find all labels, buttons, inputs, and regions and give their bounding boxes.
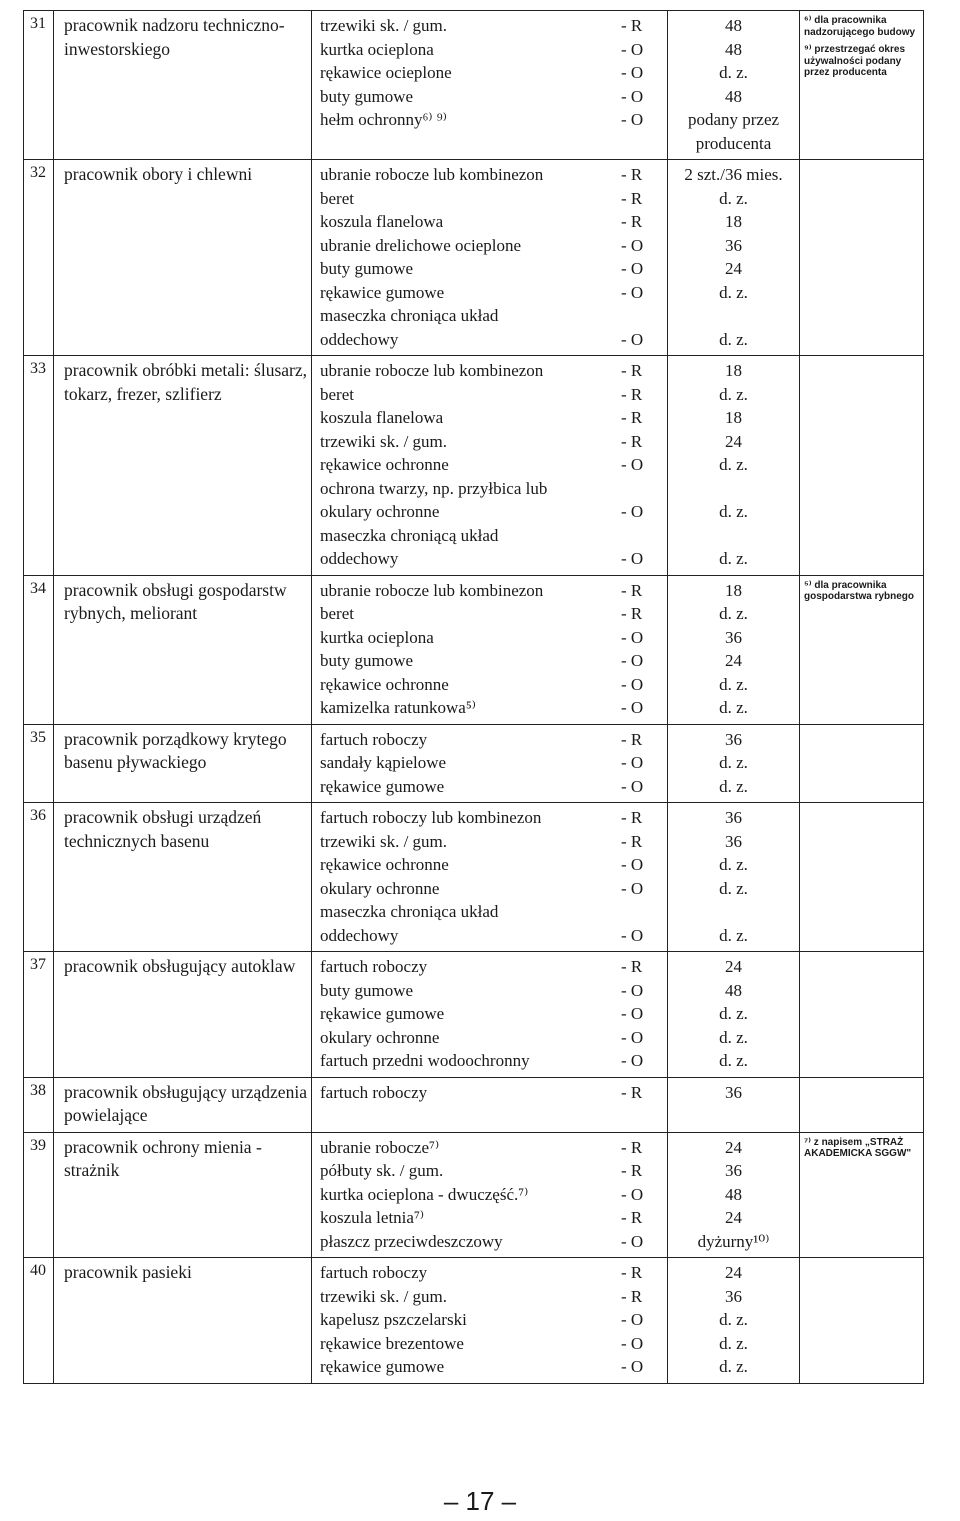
item-code: - R bbox=[621, 1161, 643, 1180]
usage-period: 18 bbox=[725, 361, 742, 380]
item-code: - O bbox=[621, 1231, 644, 1251]
clothing-item bbox=[320, 406, 661, 430]
usage-period bbox=[672, 304, 795, 328]
clothing-item bbox=[320, 234, 661, 258]
item-name: buty gumowe bbox=[320, 980, 414, 1000]
item-name: okulary ochronne bbox=[320, 1027, 440, 1047]
usage-period: 24 bbox=[725, 431, 742, 451]
row-number: 38 bbox=[24, 1077, 54, 1132]
clothing-item bbox=[320, 304, 661, 328]
clothing-item bbox=[320, 955, 661, 979]
clothing-item bbox=[320, 751, 661, 775]
clothing-item bbox=[320, 500, 661, 524]
item-code: - R bbox=[621, 1263, 643, 1282]
usage-period: 24 bbox=[725, 957, 742, 976]
item-name: ubranie robocze lub kombinezon bbox=[320, 580, 544, 600]
item-name: buty gumowe bbox=[320, 651, 414, 670]
job-position: pracownik porządkowy krytego basenu pływackiego bbox=[54, 724, 312, 803]
usage-period: d. z. bbox=[719, 776, 748, 796]
item-name: ochrona twarzy, np. przyłbica lub bbox=[320, 478, 548, 498]
clothing-item bbox=[320, 477, 661, 501]
usage-period: 24 bbox=[725, 1263, 742, 1282]
usage-period: 36 bbox=[725, 627, 742, 647]
item-list bbox=[312, 575, 668, 724]
item-code: - R bbox=[621, 212, 643, 231]
footnote-cell bbox=[800, 160, 924, 356]
clothing-item bbox=[320, 210, 661, 234]
usage-period: d. z. bbox=[719, 753, 748, 772]
usage-period: d. z. bbox=[719, 1357, 748, 1376]
usage-period: d. z. bbox=[719, 1333, 748, 1353]
item-name: rękawice ochronne bbox=[320, 674, 449, 694]
clothing-item bbox=[320, 524, 661, 548]
period-list bbox=[668, 1258, 800, 1384]
item-name: fartuch roboczy bbox=[320, 957, 428, 976]
clothing-item bbox=[320, 1206, 661, 1230]
usage-period: d. z. bbox=[719, 925, 748, 945]
usage-period bbox=[672, 477, 795, 501]
footnote-cell bbox=[800, 11, 924, 160]
item-name: ubranie robocze⁷⁾ bbox=[320, 1137, 440, 1157]
item-name: buty gumowe bbox=[320, 259, 414, 278]
item-code: - R bbox=[621, 408, 643, 427]
page-number: – 17 – bbox=[443, 1486, 517, 1516]
clothing-item bbox=[320, 775, 661, 799]
clothing-item bbox=[320, 1332, 661, 1356]
table-body bbox=[24, 11, 924, 1384]
clothing-item bbox=[320, 359, 661, 383]
protective-clothing-table bbox=[23, 10, 924, 1384]
usage-period: 36 bbox=[725, 831, 742, 851]
usage-period: 36 bbox=[725, 1161, 742, 1180]
job-position: pracownik obsługi urządzeń technicznych basenu bbox=[54, 803, 312, 952]
clothing-item bbox=[320, 1136, 661, 1160]
footnote-cell bbox=[800, 356, 924, 576]
item-code: - R bbox=[621, 361, 643, 380]
footnote: ⁷⁾ z napisem „STRAŻ AKADEMICKA SGGW" bbox=[804, 1136, 912, 1159]
table-row bbox=[24, 1258, 924, 1384]
job-position: pracownik obróbki metali: ślusarz, tokarz, frezer, szlifierz bbox=[54, 356, 312, 576]
usage-period bbox=[672, 524, 795, 548]
clothing-item bbox=[320, 257, 661, 281]
item-name: trzewiki sk. / gum. bbox=[320, 1286, 448, 1306]
item-list bbox=[312, 11, 668, 160]
item-code: - O bbox=[621, 1333, 644, 1353]
item-name: ubranie drelichowe ocieplone bbox=[320, 235, 522, 255]
usage-period: 48 bbox=[725, 1184, 742, 1204]
item-name: koszula flanelowa bbox=[320, 408, 444, 427]
item-list bbox=[312, 952, 668, 1078]
period-list bbox=[668, 160, 800, 356]
footnote-cell bbox=[800, 952, 924, 1078]
item-code: - O bbox=[621, 502, 644, 521]
row-number: 36 bbox=[24, 803, 54, 952]
item-code: - O bbox=[621, 63, 644, 82]
usage-period: d. z. bbox=[719, 188, 748, 208]
clothing-item bbox=[320, 1159, 661, 1183]
clothing-item bbox=[320, 979, 661, 1003]
item-code: - R bbox=[621, 1208, 643, 1227]
item-code: - O bbox=[621, 235, 644, 255]
item-code: - O bbox=[621, 455, 644, 474]
period-list bbox=[668, 1132, 800, 1258]
item-name: maseczka chroniąca układ bbox=[320, 902, 499, 921]
item-name: kurtka ocieplona bbox=[320, 627, 434, 647]
row-number: 37 bbox=[24, 952, 54, 1078]
item-name: trzewiki sk. / gum. bbox=[320, 431, 448, 451]
item-code bbox=[619, 477, 661, 501]
usage-period: d. z. bbox=[719, 384, 748, 404]
item-code: - O bbox=[621, 1357, 644, 1376]
item-name: trzewiki sk. / gum. bbox=[320, 16, 448, 35]
item-list bbox=[312, 724, 668, 803]
clothing-item bbox=[320, 1285, 661, 1309]
usage-period: d. z. bbox=[719, 1310, 748, 1329]
clothing-item bbox=[320, 328, 661, 352]
footnote-cell bbox=[800, 803, 924, 952]
clothing-item bbox=[320, 806, 661, 830]
period-list bbox=[668, 11, 800, 160]
table-row bbox=[24, 1132, 924, 1258]
item-code: - R bbox=[621, 1286, 643, 1306]
usage-period: 36 bbox=[725, 235, 742, 255]
item-name: rękawice gumowe bbox=[320, 1357, 445, 1376]
item-code: - O bbox=[621, 674, 644, 694]
item-code: - O bbox=[621, 1184, 644, 1204]
usage-period: 36 bbox=[725, 808, 742, 827]
clothing-item bbox=[320, 453, 661, 477]
item-name: ubranie robocze lub kombinezon bbox=[320, 361, 544, 380]
item-code: - O bbox=[621, 980, 644, 1000]
job-position: pracownik obsługi gospodarstw rybnych, meliorant bbox=[54, 575, 312, 724]
clothing-item bbox=[320, 1355, 661, 1379]
usage-period: 18 bbox=[725, 408, 742, 427]
table-row bbox=[24, 724, 924, 803]
usage-period: 36 bbox=[725, 729, 742, 749]
clothing-item bbox=[320, 1230, 661, 1254]
footnote: ⁵⁾ dla pracownika gospodarstwa rybnego bbox=[804, 579, 915, 602]
item-code: - R bbox=[621, 188, 643, 208]
clothing-item bbox=[320, 430, 661, 454]
item-name: fartuch roboczy bbox=[320, 1263, 428, 1282]
item-name: beret bbox=[320, 604, 354, 623]
row-number: 39 bbox=[24, 1132, 54, 1258]
footnote-cell bbox=[800, 724, 924, 803]
item-name: fartuch roboczy bbox=[320, 1082, 428, 1102]
usage-period: d. z. bbox=[719, 674, 748, 694]
table-row bbox=[24, 952, 924, 1078]
job-position: pracownik pasieki bbox=[54, 1258, 312, 1384]
usage-period: d. z. bbox=[719, 1004, 748, 1023]
item-name bbox=[320, 132, 619, 156]
usage-period: 48 bbox=[725, 86, 742, 106]
item-code: - O bbox=[621, 1027, 644, 1047]
item-name: okulary ochronne bbox=[320, 878, 440, 898]
item-name: sandały kąpielowe bbox=[320, 753, 447, 772]
clothing-item bbox=[320, 14, 661, 38]
clothing-item bbox=[320, 61, 661, 85]
clothing-item bbox=[320, 1002, 661, 1026]
usage-period: 18 bbox=[725, 580, 742, 600]
clothing-item bbox=[320, 547, 661, 571]
item-name: półbuty sk. / gum. bbox=[320, 1161, 444, 1180]
usage-period: 48 bbox=[725, 16, 742, 35]
item-code: - O bbox=[621, 855, 644, 874]
clothing-item bbox=[320, 877, 661, 901]
item-code: - O bbox=[621, 549, 644, 568]
clothing-item bbox=[320, 673, 661, 697]
item-code: - O bbox=[621, 39, 644, 59]
item-name: beret bbox=[320, 188, 354, 208]
item-name: ubranie robocze lub kombinezon bbox=[320, 165, 544, 184]
usage-period: 48 bbox=[725, 39, 742, 59]
usage-period: 48 bbox=[725, 980, 742, 1000]
item-code: - O bbox=[621, 1004, 644, 1023]
item-list bbox=[312, 356, 668, 576]
item-code: - R bbox=[621, 831, 643, 851]
item-name: kamizelka ratunkowa⁵⁾ bbox=[320, 698, 476, 717]
usage-period: 24 bbox=[725, 1208, 742, 1227]
usage-period: d. z. bbox=[719, 604, 748, 623]
item-code: - O bbox=[621, 651, 644, 670]
usage-period: 24 bbox=[725, 651, 742, 670]
item-code: - O bbox=[621, 753, 644, 772]
item-code: - O bbox=[621, 1051, 644, 1070]
footnote: ⁶⁾ dla pracownika nadzorującego budowy bbox=[804, 15, 916, 38]
clothing-item bbox=[320, 924, 661, 948]
item-name: rękawice ochronne bbox=[320, 855, 449, 874]
item-name: koszula letnia⁷⁾ bbox=[320, 1208, 425, 1227]
item-code: - R bbox=[621, 1082, 643, 1102]
clothing-item bbox=[320, 1261, 661, 1285]
item-code: - R bbox=[621, 729, 643, 749]
item-code: - O bbox=[621, 259, 644, 278]
usage-period: dyżurny¹⁰⁾ bbox=[697, 1231, 770, 1251]
clothing-item bbox=[320, 132, 661, 156]
item-code: - O bbox=[621, 110, 644, 129]
item-code: - R bbox=[621, 431, 643, 451]
table-row bbox=[24, 575, 924, 724]
usage-period: d. z. bbox=[719, 455, 748, 474]
item-list bbox=[312, 803, 668, 952]
clothing-item bbox=[320, 696, 661, 720]
item-name: maseczka chroniąca układ bbox=[320, 306, 499, 325]
table-row bbox=[24, 160, 924, 356]
usage-period: d. z. bbox=[719, 502, 748, 521]
item-code bbox=[619, 524, 661, 548]
usage-period: d. z. bbox=[719, 329, 748, 349]
usage-period: d. z. bbox=[719, 878, 748, 898]
item-list bbox=[312, 160, 668, 356]
clothing-item bbox=[320, 1308, 661, 1332]
item-name: rękawice ochronne bbox=[320, 455, 449, 474]
usage-period: 36 bbox=[725, 1082, 742, 1102]
item-name: rękawice gumowe bbox=[320, 1004, 445, 1023]
item-code: - R bbox=[621, 1137, 643, 1157]
table-row bbox=[24, 11, 924, 160]
item-name: rękawice ocieplone bbox=[320, 63, 452, 82]
row-number: 34 bbox=[24, 575, 54, 724]
clothing-item bbox=[320, 830, 661, 854]
clothing-item bbox=[320, 579, 661, 603]
footnote-cell bbox=[800, 575, 924, 724]
item-code: - R bbox=[621, 580, 643, 600]
item-code: - O bbox=[621, 698, 644, 717]
item-code: - O bbox=[621, 627, 644, 647]
usage-period: 36 bbox=[725, 1286, 742, 1306]
row-number: 35 bbox=[24, 724, 54, 803]
clothing-item bbox=[320, 900, 661, 924]
usage-period: 24 bbox=[725, 259, 742, 278]
item-code: - R bbox=[621, 604, 643, 623]
usage-period: podany przez bbox=[687, 110, 780, 129]
job-position: pracownik obsługujący autoklaw bbox=[54, 952, 312, 1078]
item-name: kurtka ocieplona bbox=[320, 39, 434, 59]
item-name: buty gumowe bbox=[320, 86, 414, 106]
item-name: oddechowy bbox=[320, 329, 399, 349]
item-code bbox=[619, 132, 661, 156]
clothing-item bbox=[320, 649, 661, 673]
clothing-item bbox=[320, 281, 661, 305]
item-name: oddechowy bbox=[320, 549, 399, 568]
item-code bbox=[619, 900, 661, 924]
usage-period: producenta bbox=[695, 133, 772, 153]
usage-period: d. z. bbox=[719, 549, 748, 568]
item-code: - O bbox=[621, 925, 644, 945]
item-name: koszula flanelowa bbox=[320, 212, 444, 231]
clothing-item bbox=[320, 85, 661, 109]
item-name: trzewiki sk. / gum. bbox=[320, 831, 448, 851]
item-name: fartuch roboczy bbox=[320, 729, 428, 749]
clothing-item bbox=[320, 1183, 661, 1207]
row-number: 33 bbox=[24, 356, 54, 576]
item-list bbox=[312, 1077, 668, 1132]
clothing-item bbox=[320, 1081, 661, 1105]
clothing-item bbox=[320, 626, 661, 650]
item-code: - O bbox=[621, 878, 644, 898]
item-name: kapelusz pszczelarski bbox=[320, 1310, 467, 1329]
usage-period: d. z. bbox=[719, 698, 748, 717]
usage-period: d. z. bbox=[719, 855, 748, 874]
table-row bbox=[24, 356, 924, 576]
usage-period: d. z. bbox=[719, 282, 748, 302]
table-row bbox=[24, 1077, 924, 1132]
period-list bbox=[668, 952, 800, 1078]
clothing-item bbox=[320, 108, 661, 132]
clothing-item bbox=[320, 163, 661, 187]
row-number: 31 bbox=[24, 11, 54, 160]
item-list bbox=[312, 1258, 668, 1384]
item-name: rękawice brezentowe bbox=[320, 1333, 464, 1353]
item-code: - R bbox=[621, 384, 643, 404]
table-row bbox=[24, 803, 924, 952]
item-code: - R bbox=[621, 957, 643, 976]
row-number: 32 bbox=[24, 160, 54, 356]
clothing-item bbox=[320, 38, 661, 62]
usage-period: d. z. bbox=[719, 63, 748, 82]
item-code: - O bbox=[621, 776, 644, 796]
item-list bbox=[312, 1132, 668, 1258]
item-name: rękawice gumowe bbox=[320, 282, 445, 302]
item-name: fartuch przedni wodoochronny bbox=[320, 1051, 530, 1070]
usage-period: d. z. bbox=[719, 1027, 748, 1047]
job-position: pracownik obsługujący urządzenia powielające bbox=[54, 1077, 312, 1132]
item-code: - O bbox=[621, 329, 644, 349]
item-name: okulary ochronne bbox=[320, 502, 440, 521]
usage-period: 24 bbox=[725, 1137, 742, 1157]
clothing-item bbox=[320, 1049, 661, 1073]
item-code: - R bbox=[621, 16, 643, 35]
footnote-cell bbox=[800, 1258, 924, 1384]
period-list bbox=[668, 356, 800, 576]
item-name: płaszcz przeciwdeszczowy bbox=[320, 1231, 503, 1251]
item-code: - R bbox=[621, 808, 643, 827]
period-list bbox=[668, 803, 800, 952]
item-name: maseczka chroniącą układ bbox=[320, 525, 499, 545]
item-code: - O bbox=[621, 1310, 644, 1329]
clothing-item bbox=[320, 728, 661, 752]
clothing-item bbox=[320, 383, 661, 407]
job-position: pracownik obory i chlewni bbox=[54, 160, 312, 356]
clothing-item bbox=[320, 853, 661, 877]
clothing-item bbox=[320, 187, 661, 211]
job-position: pracownik ochrony mienia - strażnik bbox=[54, 1132, 312, 1258]
footnote: ⁹⁾ przestrzegać okres używalności podany przez producenta bbox=[804, 44, 906, 78]
row-number: 40 bbox=[24, 1258, 54, 1384]
item-name: hełm ochronny⁶⁾ ⁹⁾ bbox=[320, 110, 447, 129]
period-list bbox=[668, 724, 800, 803]
item-code: - R bbox=[621, 165, 643, 184]
usage-period: 2 szt./36 mies. bbox=[684, 165, 783, 184]
period-list bbox=[668, 575, 800, 724]
clothing-item bbox=[320, 602, 661, 626]
item-name: kurtka ocieplona - dwuczęść.⁷⁾ bbox=[320, 1184, 529, 1204]
item-code bbox=[619, 304, 661, 328]
clothing-item bbox=[320, 1026, 661, 1050]
item-code: - O bbox=[621, 282, 644, 302]
item-name: rękawice gumowe bbox=[320, 776, 445, 796]
usage-period: d. z. bbox=[719, 1051, 748, 1070]
footnote-cell bbox=[800, 1132, 924, 1258]
usage-period bbox=[672, 900, 795, 924]
usage-period: 18 bbox=[725, 212, 742, 231]
item-name: fartuch roboczy lub kombinezon bbox=[320, 808, 542, 827]
period-list bbox=[668, 1077, 800, 1132]
job-position: pracownik nadzoru techniczno-inwestorskiego bbox=[54, 11, 312, 160]
footnote-cell bbox=[800, 1077, 924, 1132]
item-name: beret bbox=[320, 384, 354, 404]
item-name: oddechowy bbox=[320, 925, 399, 945]
item-code: - O bbox=[621, 86, 644, 106]
